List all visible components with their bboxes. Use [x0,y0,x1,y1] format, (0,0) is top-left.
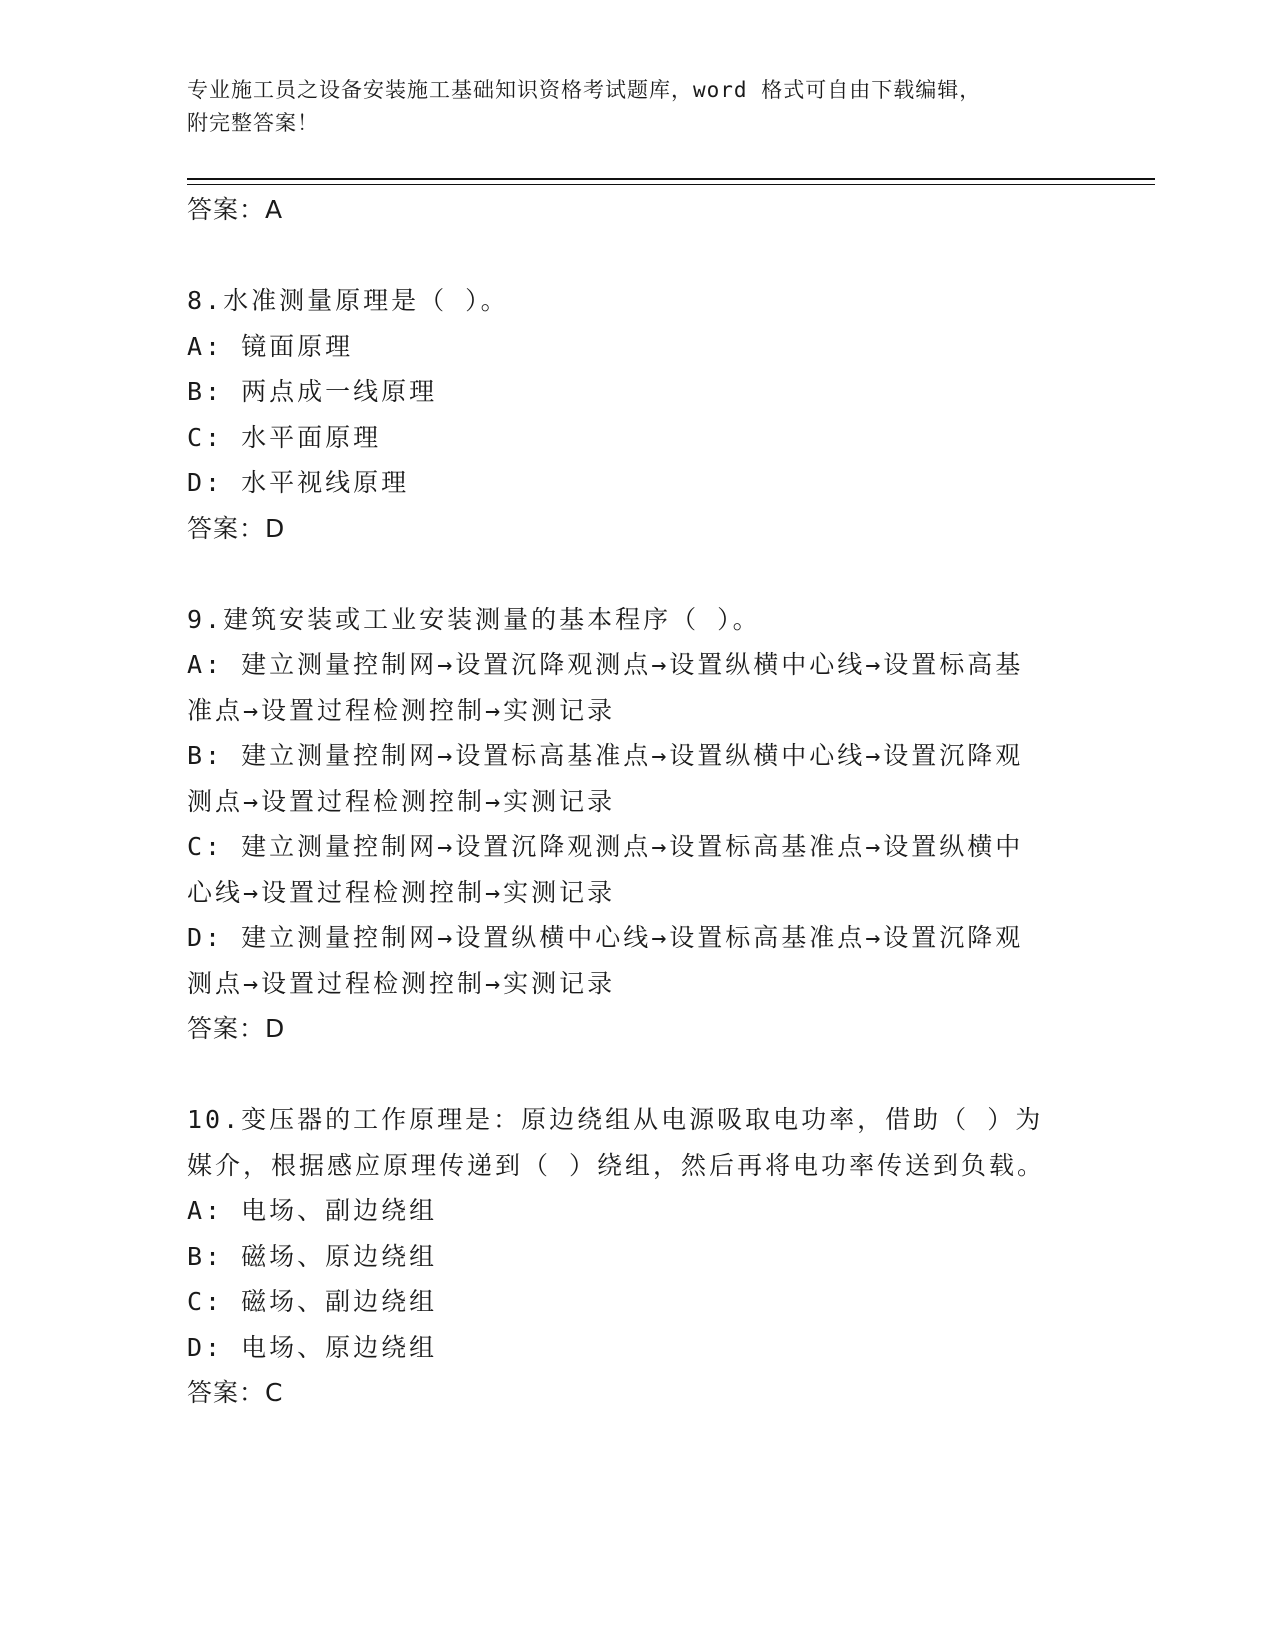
option-b-line-2: 测点→设置过程检测控制→实测记录 [187,786,616,816]
answer: 答案：D [187,1014,286,1043]
option-a: A: 镜面原理 [187,331,354,361]
option-b: B: 两点成一线原理 [187,377,438,406]
spacer [187,551,1087,597]
option-c-line-2: 心线→设置过程检测控制→实测记录 [187,877,616,907]
question-list [187,187,1087,1416]
option-d: D: 电场、原边绕组 [187,1332,438,1362]
option-c-line-1: C: 建立测量控制网→设置沉降观测点→设置标高基准点→设置纵横中 [187,832,1024,861]
header-rule-thick [187,178,1155,180]
option-a-line-1: A: 建立测量控制网→设置沉降观测点→设置纵横中心线→设置标高基 [187,650,1024,679]
option-b-line-1: B: 建立测量控制网→设置标高基准点→设置纵横中心线→设置沉降观 [187,741,1024,770]
header-rule-thin [187,184,1155,185]
page-header [187,74,1087,140]
question-10 [187,1097,1087,1416]
header-line-1: 专业施工员之设备安装施工基础知识资格考试题库，word 格式可自由下载编辑， [187,78,982,102]
answer-q7: 答案：A [187,195,284,224]
question-text: 8.水准测量原理是（ ）。 [187,286,509,315]
answer: 答案：C [187,1378,284,1407]
option-d: D: 水平视线原理 [187,468,410,497]
option-a-line-2: 准点→设置过程检测控制→实测记录 [187,695,616,725]
question-8 [187,278,1087,551]
question-text: 9.建筑安装或工业安装测量的基本程序（ ）。 [187,604,761,634]
option-b: B: 磁场、原边绕组 [187,1241,438,1271]
option-c: C: 磁场、副边绕组 [187,1287,438,1316]
option-c: C: 水平面原理 [187,422,382,452]
question-text-line-1: 10.变压器的工作原理是：原边绕组从电源吸取电功率，借助（ ）为 [187,1105,1044,1134]
question-text-line-2: 媒介，根据感应原理传递到（ ）绕组，然后再将电功率传送到负载。 [187,1150,1046,1180]
answer: 答案：D [187,513,286,543]
header-line-2: 附完整答案！ [187,111,319,135]
spacer [187,1052,1087,1098]
option-d-line-1: D: 建立测量控制网→设置纵横中心线→设置标高基准点→设置沉降观 [187,923,1024,952]
question-9 [187,597,1087,1052]
spacer [187,233,1087,279]
option-a: A: 电场、副边绕组 [187,1196,438,1225]
option-d-line-2: 测点→设置过程检测控制→实测记录 [187,968,616,998]
